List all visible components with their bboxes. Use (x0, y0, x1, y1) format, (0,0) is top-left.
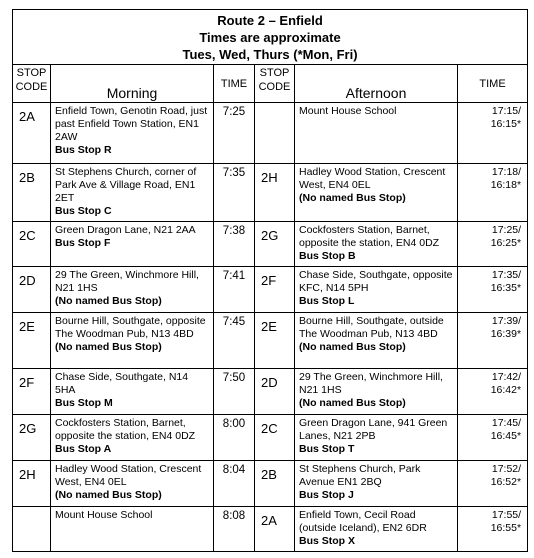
service-days: Tues, Wed, Thurs (*Mon, Fri) (182, 47, 358, 62)
morning-stop-address: Green Dragon Lane, N21 2AA (55, 224, 196, 236)
timetable (12, 9, 527, 552)
morning-stop (51, 164, 214, 222)
morning-time: 8:00 (214, 415, 255, 461)
afternoon-time-regular: 17:35/ (491, 269, 522, 281)
afternoon-stop-code: 2E (255, 313, 295, 369)
afternoon-stop-code: 2A (255, 507, 295, 552)
afternoon-stop (295, 507, 458, 552)
afternoon-stop-address: Chase Side, Southgate, opposite KFC, N14 5PH (299, 269, 453, 294)
afternoon-time-mon-fri: 16:35* (490, 282, 522, 294)
morning-stop-code: 2G (13, 415, 51, 461)
afternoon-time-regular: 17:18/ (491, 166, 522, 178)
afternoon-stop (295, 461, 458, 507)
afternoon-stop (295, 222, 458, 267)
morning-time: 8:08 (214, 507, 255, 552)
morning-bus-stop: Bus Stop R (55, 144, 112, 156)
morning-time: 7:25 (214, 103, 255, 164)
afternoon-time (458, 103, 528, 164)
afternoon-stop-address: Hadley Wood Station, Crescent West, EN4 0EL (299, 166, 446, 191)
afternoon-time (458, 369, 528, 415)
afternoon-stop-code: 2B (255, 461, 295, 507)
afternoon-stop (295, 415, 458, 461)
morning-stop (51, 369, 214, 415)
afternoon-time-mon-fri: 16:15* (490, 118, 522, 130)
morning-bus-stop: (No named Bus Stop) (55, 341, 162, 353)
afternoon-bus-stop: (No named Bus Stop) (299, 397, 406, 409)
morning-stop (51, 461, 214, 507)
afternoon-stop-address: Cockfosters Station, Barnet, opposite the station, EN4 0DZ (299, 224, 440, 249)
table-row (13, 222, 528, 267)
approximate-note: Times are approximate (199, 30, 341, 45)
morning-time: 7:50 (214, 369, 255, 415)
afternoon-time-mon-fri: 16:18* (490, 179, 522, 191)
table-row (13, 415, 528, 461)
morning-stop-code: 2F (13, 369, 51, 415)
afternoon-time (458, 164, 528, 222)
afternoon-time-mon-fri: 16:42* (490, 384, 522, 396)
route-title: Route 2 – Enfield (217, 13, 323, 28)
morning-stop-address: St Stephens Church, corner of Park Ave & Village Road, EN1 2ET (55, 166, 197, 204)
stop-code-header-afternoon: STOP CODE (255, 65, 295, 103)
morning-stop (51, 415, 214, 461)
afternoon-time-regular: 17:55/ (491, 509, 522, 521)
afternoon-time (458, 507, 528, 552)
morning-bus-stop: (No named Bus Stop) (55, 489, 162, 501)
morning-stop-address: Bourne Hill, Southgate, opposite The Woodman Pub, N13 4BD (55, 315, 206, 340)
morning-stop (51, 267, 214, 313)
afternoon-time (458, 461, 528, 507)
table-row (13, 507, 528, 552)
morning-stop-address: Cockfosters Station, Barnet, opposite the station, EN4 0DZ (55, 417, 196, 442)
afternoon-time-regular: 17:15/ (491, 105, 522, 117)
route-header (13, 10, 528, 65)
morning-stop (51, 313, 214, 369)
afternoon-time (458, 313, 528, 369)
afternoon-time-mon-fri: 16:52* (490, 476, 522, 488)
morning-time: 7:41 (214, 267, 255, 313)
morning-stop (51, 507, 214, 552)
morning-bus-stop: Bus Stop C (55, 205, 112, 217)
time-header-afternoon: TIME (458, 65, 528, 103)
morning-time: 7:45 (214, 313, 255, 369)
afternoon-stop (295, 103, 458, 164)
morning-stop-address: Hadley Wood Station, Crescent West, EN4 0EL (55, 463, 202, 488)
afternoon-stop (295, 369, 458, 415)
afternoon-bus-stop: Bus Stop J (299, 489, 354, 501)
afternoon-bus-stop: (No named Bus Stop) (299, 341, 406, 353)
time-header-morning: TIME (214, 65, 255, 103)
afternoon-time-regular: 17:42/ (491, 371, 522, 383)
afternoon-stop (295, 313, 458, 369)
morning-stop-code (13, 507, 51, 552)
afternoon-time (458, 267, 528, 313)
afternoon-bus-stop: Bus Stop B (299, 250, 356, 262)
morning-stop-code: 2B (13, 164, 51, 222)
morning-stop-code: 2C (13, 222, 51, 267)
afternoon-stop-address: Mount House School (299, 105, 397, 117)
afternoon-time-regular: 17:39/ (491, 315, 522, 327)
morning-bus-stop: (No named Bus Stop) (55, 295, 162, 307)
morning-stop-address: Mount House School (55, 509, 153, 521)
morning-bus-stop: Bus Stop M (55, 397, 113, 409)
morning-stop-code: 2E (13, 313, 51, 369)
afternoon-time-mon-fri: 16:39* (490, 328, 522, 340)
afternoon-time (458, 415, 528, 461)
morning-stop-address: Enfield Town, Genotin Road, just past Enfield Town Station, EN1 2AW (55, 105, 208, 143)
afternoon-stop-address: 29 The Green, Winchmore Hill, N21 1HS (299, 371, 443, 396)
table-row (13, 164, 528, 222)
afternoon-stop-code: 2G (255, 222, 295, 267)
afternoon-time-regular: 17:52/ (491, 463, 522, 475)
afternoon-bus-stop: Bus Stop L (299, 295, 355, 307)
afternoon-time-regular: 17:25/ (491, 224, 522, 236)
table-row (13, 267, 528, 313)
morning-bus-stop: Bus Stop F (55, 237, 111, 249)
morning-header: Morning (51, 65, 214, 103)
column-header-row (13, 65, 528, 103)
afternoon-time-mon-fri: 16:45* (490, 430, 522, 442)
afternoon-stop (295, 267, 458, 313)
afternoon-time-regular: 17:45/ (491, 417, 522, 429)
afternoon-stop-code: 2C (255, 415, 295, 461)
morning-bus-stop: Bus Stop A (55, 443, 112, 455)
afternoon-stop-code (255, 103, 295, 164)
stop-code-header-morning: STOP CODE (13, 65, 51, 103)
afternoon-time-mon-fri: 16:55* (490, 522, 522, 534)
afternoon-stop-address: St Stephens Church, Park Avenue EN1 2BQ (299, 463, 421, 488)
morning-stop (51, 222, 214, 267)
morning-stop-code: 2H (13, 461, 51, 507)
afternoon-time (458, 222, 528, 267)
afternoon-stop-code: 2H (255, 164, 295, 222)
table-row (13, 461, 528, 507)
table-row (13, 369, 528, 415)
morning-time: 7:38 (214, 222, 255, 267)
afternoon-bus-stop: Bus Stop T (299, 443, 355, 455)
afternoon-stop (295, 164, 458, 222)
afternoon-time-mon-fri: 16:25* (490, 237, 522, 249)
morning-stop-address: Chase Side, Southgate, N14 5HA (55, 371, 189, 396)
title-row (13, 10, 528, 65)
timetable-table (12, 9, 528, 552)
morning-stop-code: 2D (13, 267, 51, 313)
afternoon-stop-code: 2F (255, 267, 295, 313)
morning-stop-code: 2A (13, 103, 51, 164)
afternoon-header: Afternoon (295, 65, 458, 103)
morning-stop (51, 103, 214, 164)
morning-time: 8:04 (214, 461, 255, 507)
afternoon-bus-stop: Bus Stop X (299, 535, 356, 547)
afternoon-stop-address: Green Dragon Lane, 941 Green Lanes, N21 2PB (299, 417, 448, 442)
afternoon-bus-stop: (No named Bus Stop) (299, 192, 406, 204)
morning-time: 7:35 (214, 164, 255, 222)
afternoon-stop-address: Bourne Hill, Southgate, outside The Woodman Pub, N13 4BD (299, 315, 444, 340)
afternoon-stop-code: 2D (255, 369, 295, 415)
morning-stop-address: 29 The Green, Winchmore Hill, N21 1HS (55, 269, 199, 294)
table-row (13, 103, 528, 164)
afternoon-stop-address: Enfield Town, Cecil Road (outside Iceland), EN2 6DR (299, 509, 427, 534)
table-row (13, 313, 528, 369)
